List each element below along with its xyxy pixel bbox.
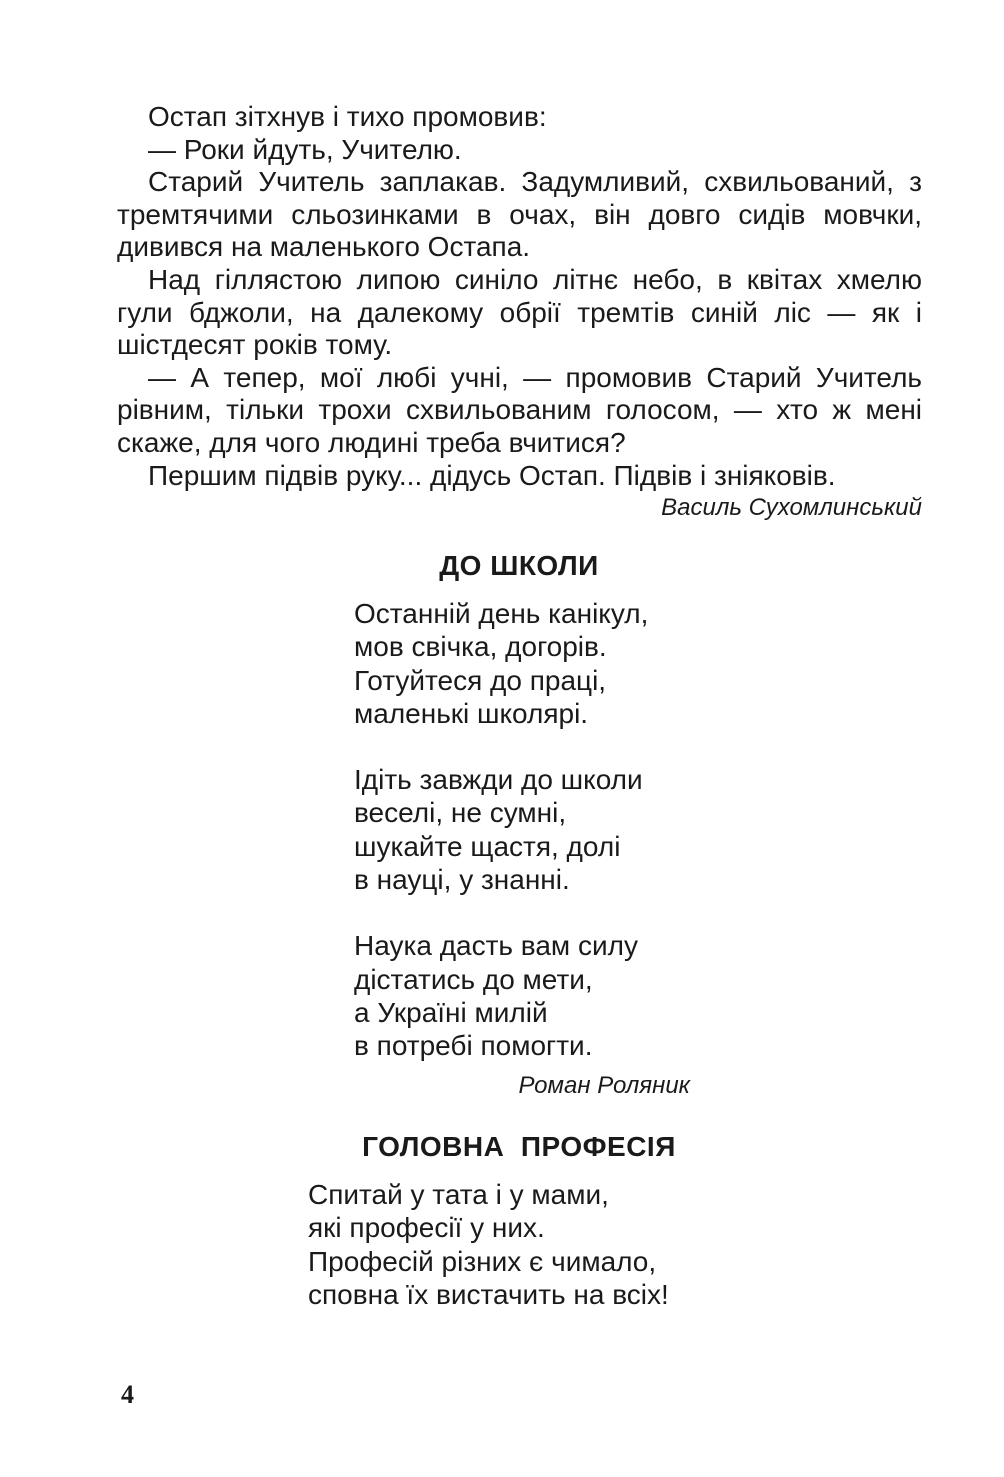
verse-line: веселі, не сумні, (354, 797, 567, 829)
verse-line: в науці, у знанні. (354, 864, 570, 896)
story-paragraph: — Роки йдуть, Учителю. (148, 133, 462, 165)
verse-line: Спитай у тата і у мами, (308, 1179, 609, 1210)
verse-line: мов свічка, догорів. (354, 631, 607, 663)
verse-line: Останній день канікул, (354, 598, 649, 629)
verse-line: дістатись до мети, (354, 963, 593, 995)
verse-line: Ідіть завжди до школи (354, 764, 643, 796)
poem-stanza (354, 597, 714, 730)
verse-line: Наука дасть вам силу (354, 930, 638, 962)
story-text (117, 101, 922, 522)
poem-stanza (354, 929, 714, 1062)
verse-line: маленькі школярі. (354, 697, 589, 729)
poem-title-do-shkoly: ДО ШКОЛИ (439, 550, 599, 581)
verse-line: сповна їх вистачить на всіх! (308, 1278, 669, 1310)
story-paragraph: Остап зітхнув і тихо промовив: (148, 101, 547, 132)
verse-line: Професій різних є чимало, (308, 1245, 657, 1277)
verse-line: Готуйтеся до праці, (354, 664, 607, 696)
verse-line: а Україні милій (354, 996, 548, 1028)
story-author: Василь Сухомлинський (661, 494, 922, 522)
poem-stanza (354, 763, 714, 896)
story-paragraph: Старий Учитель заплакав. Задумливий, схвильований, з тремтячими сльозинками в очах, він довго сидів мовчки, дивився на маленького Остапа. (117, 166, 922, 263)
verse-line: шукайте щастя, долі (354, 830, 621, 862)
poem-title-holovna-profesiia: ГОЛОВНА ПРОФЕСІЯ (362, 1131, 676, 1162)
story-paragraph: Першим підвів руку... дідусь Остап. Підвів і зніяковів. (148, 459, 836, 491)
poem-author: Роман Роляник (518, 1072, 690, 1099)
story-paragraph: — А тепер, мої любі учні, — промовив Старий Учитель рівним, тільки трохи схвильованим голосом, — хто ж мені скаже, для чого людині треба вчитися? (117, 361, 922, 458)
poem-holovna-profesiia (308, 1178, 728, 1311)
poem-do-shkoly (354, 597, 714, 1063)
story-paragraph: Над гіллястою липою синіло літнє небо, в квітах хмелю гули бджоли, на далекому обрії тремтів синій ліс — як і шістдесят років тому. (117, 263, 922, 361)
verse-line: в потребі помогти. (354, 1030, 593, 1062)
page-number: 4 (121, 1380, 134, 1409)
verse-line: які професії у них. (308, 1212, 545, 1244)
